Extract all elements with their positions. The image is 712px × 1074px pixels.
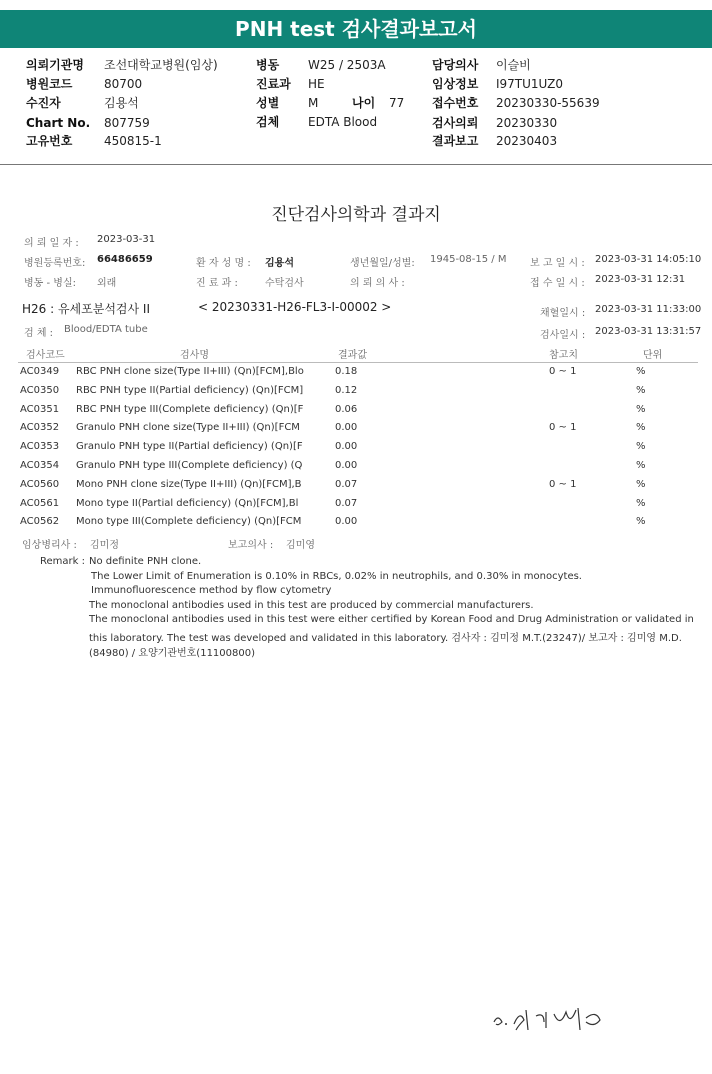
cell-unit: % (636, 366, 646, 377)
label-clinical-info: 임상정보 (432, 77, 479, 91)
reporting-doc-label: 보고의사 : (228, 540, 274, 551)
cell-result: 0.00 (335, 422, 358, 434)
col-header-ref: 참고치 (549, 350, 578, 361)
value-patient: 김용석 (104, 96, 139, 110)
col-header-code: 검사코드 (26, 350, 65, 361)
label-sex: 성별 (256, 96, 280, 110)
label-chart-no: Chart No. (26, 116, 91, 130)
cell-result: 0.00 (335, 441, 358, 453)
cell-unit: % (636, 384, 646, 396)
dob-label: 생년월일/성별: (350, 258, 415, 269)
cell-result: 0.06 (335, 403, 358, 415)
patient-name: 김용석 (265, 258, 294, 269)
cell-code: AC0350 (20, 384, 60, 396)
signature (490, 1000, 640, 1040)
cell-code: AC0349 (20, 366, 60, 377)
label-unique-no: 고유번호 (26, 134, 73, 148)
cell-ref: 0 ~ 1 (549, 478, 577, 490)
header-divider (18, 362, 698, 363)
cell-code: AC0560 (20, 478, 60, 490)
cell-code: AC0561 (20, 497, 60, 509)
value-clinical-info: I97TU1UZ0 (496, 77, 563, 91)
remark-line: The monoclonal antibodies used in this test were either certified by Korean Food and Drug Administration or validated in (89, 614, 694, 626)
value-attending-doctor: 이슬비 (496, 58, 531, 72)
label-specimen: 검체 (256, 115, 280, 129)
label-hospital-code: 병원코드 (26, 77, 73, 91)
cell-unit: % (636, 497, 646, 509)
cell-code: AC0354 (20, 460, 60, 471)
cell-result: 0.12 (335, 384, 358, 396)
label-test-request: 검사의뢰 (432, 116, 479, 130)
value-result-report: 20230403 (496, 134, 558, 148)
cell-code: AC0353 (20, 441, 60, 453)
label-age: 나이 (352, 96, 376, 110)
cell-name: Mono type III(Complete deficiency) (Qn)[FCM (76, 516, 302, 528)
cell-unit: % (636, 422, 646, 434)
col-header-unit: 단위 (643, 350, 663, 361)
cell-name: Granulo PNH type III(Complete deficiency) (Q (76, 460, 303, 471)
cell-result: 0.18 (335, 366, 358, 377)
label-patient: 수진자 (26, 96, 61, 110)
value-chart-no: 807759 (104, 116, 150, 130)
specimen-label: 검 체 : (24, 328, 54, 339)
hospital-reg-label: 병원등록번호: (24, 258, 86, 269)
cell-code: AC0352 (20, 422, 60, 434)
cell-name: RBC PNH clone size(Type II+III) (Qn)[FCM],Blo (76, 366, 304, 377)
request-date-label: 의 뢰 일 자 : (24, 238, 79, 249)
value-age: 77 (389, 96, 405, 110)
cell-name: Granulo PNH clone size(Type II+III) (Qn)[FCM (76, 422, 300, 434)
report-date-label: 보 고 일 시 : (530, 258, 585, 269)
col-header-name: 검사명 (180, 350, 209, 361)
label-department: 진료과 (256, 77, 291, 91)
receipt-date-label: 접 수 일 시 : (530, 278, 585, 289)
remark-label: Remark : (40, 556, 85, 567)
value-department: HE (308, 77, 325, 91)
exam-date: 2023-03-31 13:31:57 (595, 326, 702, 337)
cell-result: 0.00 (335, 516, 358, 528)
collect-date-label: 채혈일시 : (540, 308, 586, 319)
cell-result: 0.07 (335, 478, 358, 490)
cell-name: Mono type II(Partial deficiency) (Qn)[FCM],Bl (76, 497, 299, 509)
cell-unit: % (636, 478, 646, 490)
remark-line: this laboratory. The test was developed and validated in this laboratory. 검사자 : 김미정 M.T.(23247)/ 보고자 : 김미영 M.D. (89, 633, 682, 644)
clin-path: 김미정 (90, 540, 119, 551)
cell-unit: % (636, 403, 646, 415)
receipt-date: 2023-03-31 12:31 (595, 274, 686, 285)
dob: 1945-08-15 / M (430, 254, 507, 265)
remark-line: No definite PNH clone. (89, 556, 202, 567)
value-hospital-code: 80700 (104, 77, 143, 91)
dept-label: 진 료 과 : (196, 278, 238, 289)
value-receipt-no: 20230330-55639 (496, 96, 600, 110)
label-receipt-no: 접수번호 (432, 96, 479, 110)
remark-line: (84980) / 요양기관번호(11100800) (89, 647, 256, 659)
value-sex: M (308, 96, 319, 110)
value-ward: W25 / 2503A (308, 58, 386, 72)
patient-name-label: 환 자 성 명 : (196, 258, 251, 269)
report-date: 2023-03-31 14:05:10 (595, 254, 702, 265)
cell-unit: % (636, 460, 646, 471)
remark-line: Immunofluorescence method by flow cytometry (91, 585, 332, 597)
cell-code: AC0562 (20, 516, 60, 528)
cell-unit: % (636, 516, 646, 528)
col-header-result: 결과값 (338, 350, 367, 361)
cell-ref: 0 ~ 1 (549, 366, 577, 377)
label-institution: 의뢰기관명 (26, 58, 84, 72)
specimen: Blood/EDTA tube (64, 324, 148, 335)
cell-unit: % (636, 441, 646, 453)
remark-line: The Lower Limit of Enumeration is 0.10% in RBCs, 0.02% in neutrophils, and 0.30% in monocytes. (91, 570, 582, 582)
collect-date: 2023-03-31 11:33:00 (595, 304, 702, 315)
patient-header (0, 52, 712, 165)
cell-code: AC0351 (20, 403, 60, 415)
value-institution: 조선대학교병원(임상) (104, 58, 218, 72)
cell-name: RBC PNH type III(Complete deficiency) (Qn)[F (76, 403, 304, 415)
ward: 외래 (97, 278, 117, 289)
test-id: < 20230331-H26-FL3-I-00002 > (198, 300, 392, 314)
value-test-request: 20230330 (496, 116, 558, 130)
cell-result: 0.07 (335, 497, 358, 509)
value-specimen: EDTA Blood (308, 115, 378, 129)
label-ward: 병동 (256, 58, 280, 72)
cell-name: Mono PNH clone size(Type II+III) (Qn)[FCM],B (76, 478, 302, 490)
cell-name: Granulo PNH type II(Partial deficiency) (Qn)[F (76, 441, 303, 453)
hospital-reg: 66486659 (97, 254, 153, 265)
label-result-report: 결과보고 (432, 134, 479, 148)
report-title: 진단검사의학과 결과지 (271, 205, 441, 225)
label-attending-doctor: 담당의사 (432, 58, 479, 72)
value-unique-no: 450815-1 (104, 134, 162, 148)
cell-ref: 0 ~ 1 (549, 422, 577, 434)
ward-label: 병동 - 병실: (24, 278, 76, 289)
reporting-doc: 김미영 (286, 540, 315, 551)
report-banner-title: PNH test 검사결과보고서 (0, 10, 712, 48)
exam-date-label: 검사일시 : (540, 330, 586, 341)
cell-result: 0.00 (335, 460, 358, 471)
test-title: H26 : 유세포분석검사 II (22, 302, 151, 316)
dept: 수탁검사 (265, 278, 304, 289)
doctor-label: 의 뢰 의 사 : (350, 278, 405, 289)
clin-path-label: 임상병리사 : (22, 540, 77, 551)
cell-name: RBC PNH type II(Partial deficiency) (Qn)[FCM] (76, 384, 304, 396)
request-date: 2023-03-31 (97, 234, 156, 245)
remark-line: The monoclonal antibodies used in this test are produced by commercial manufacturers. (89, 599, 534, 611)
